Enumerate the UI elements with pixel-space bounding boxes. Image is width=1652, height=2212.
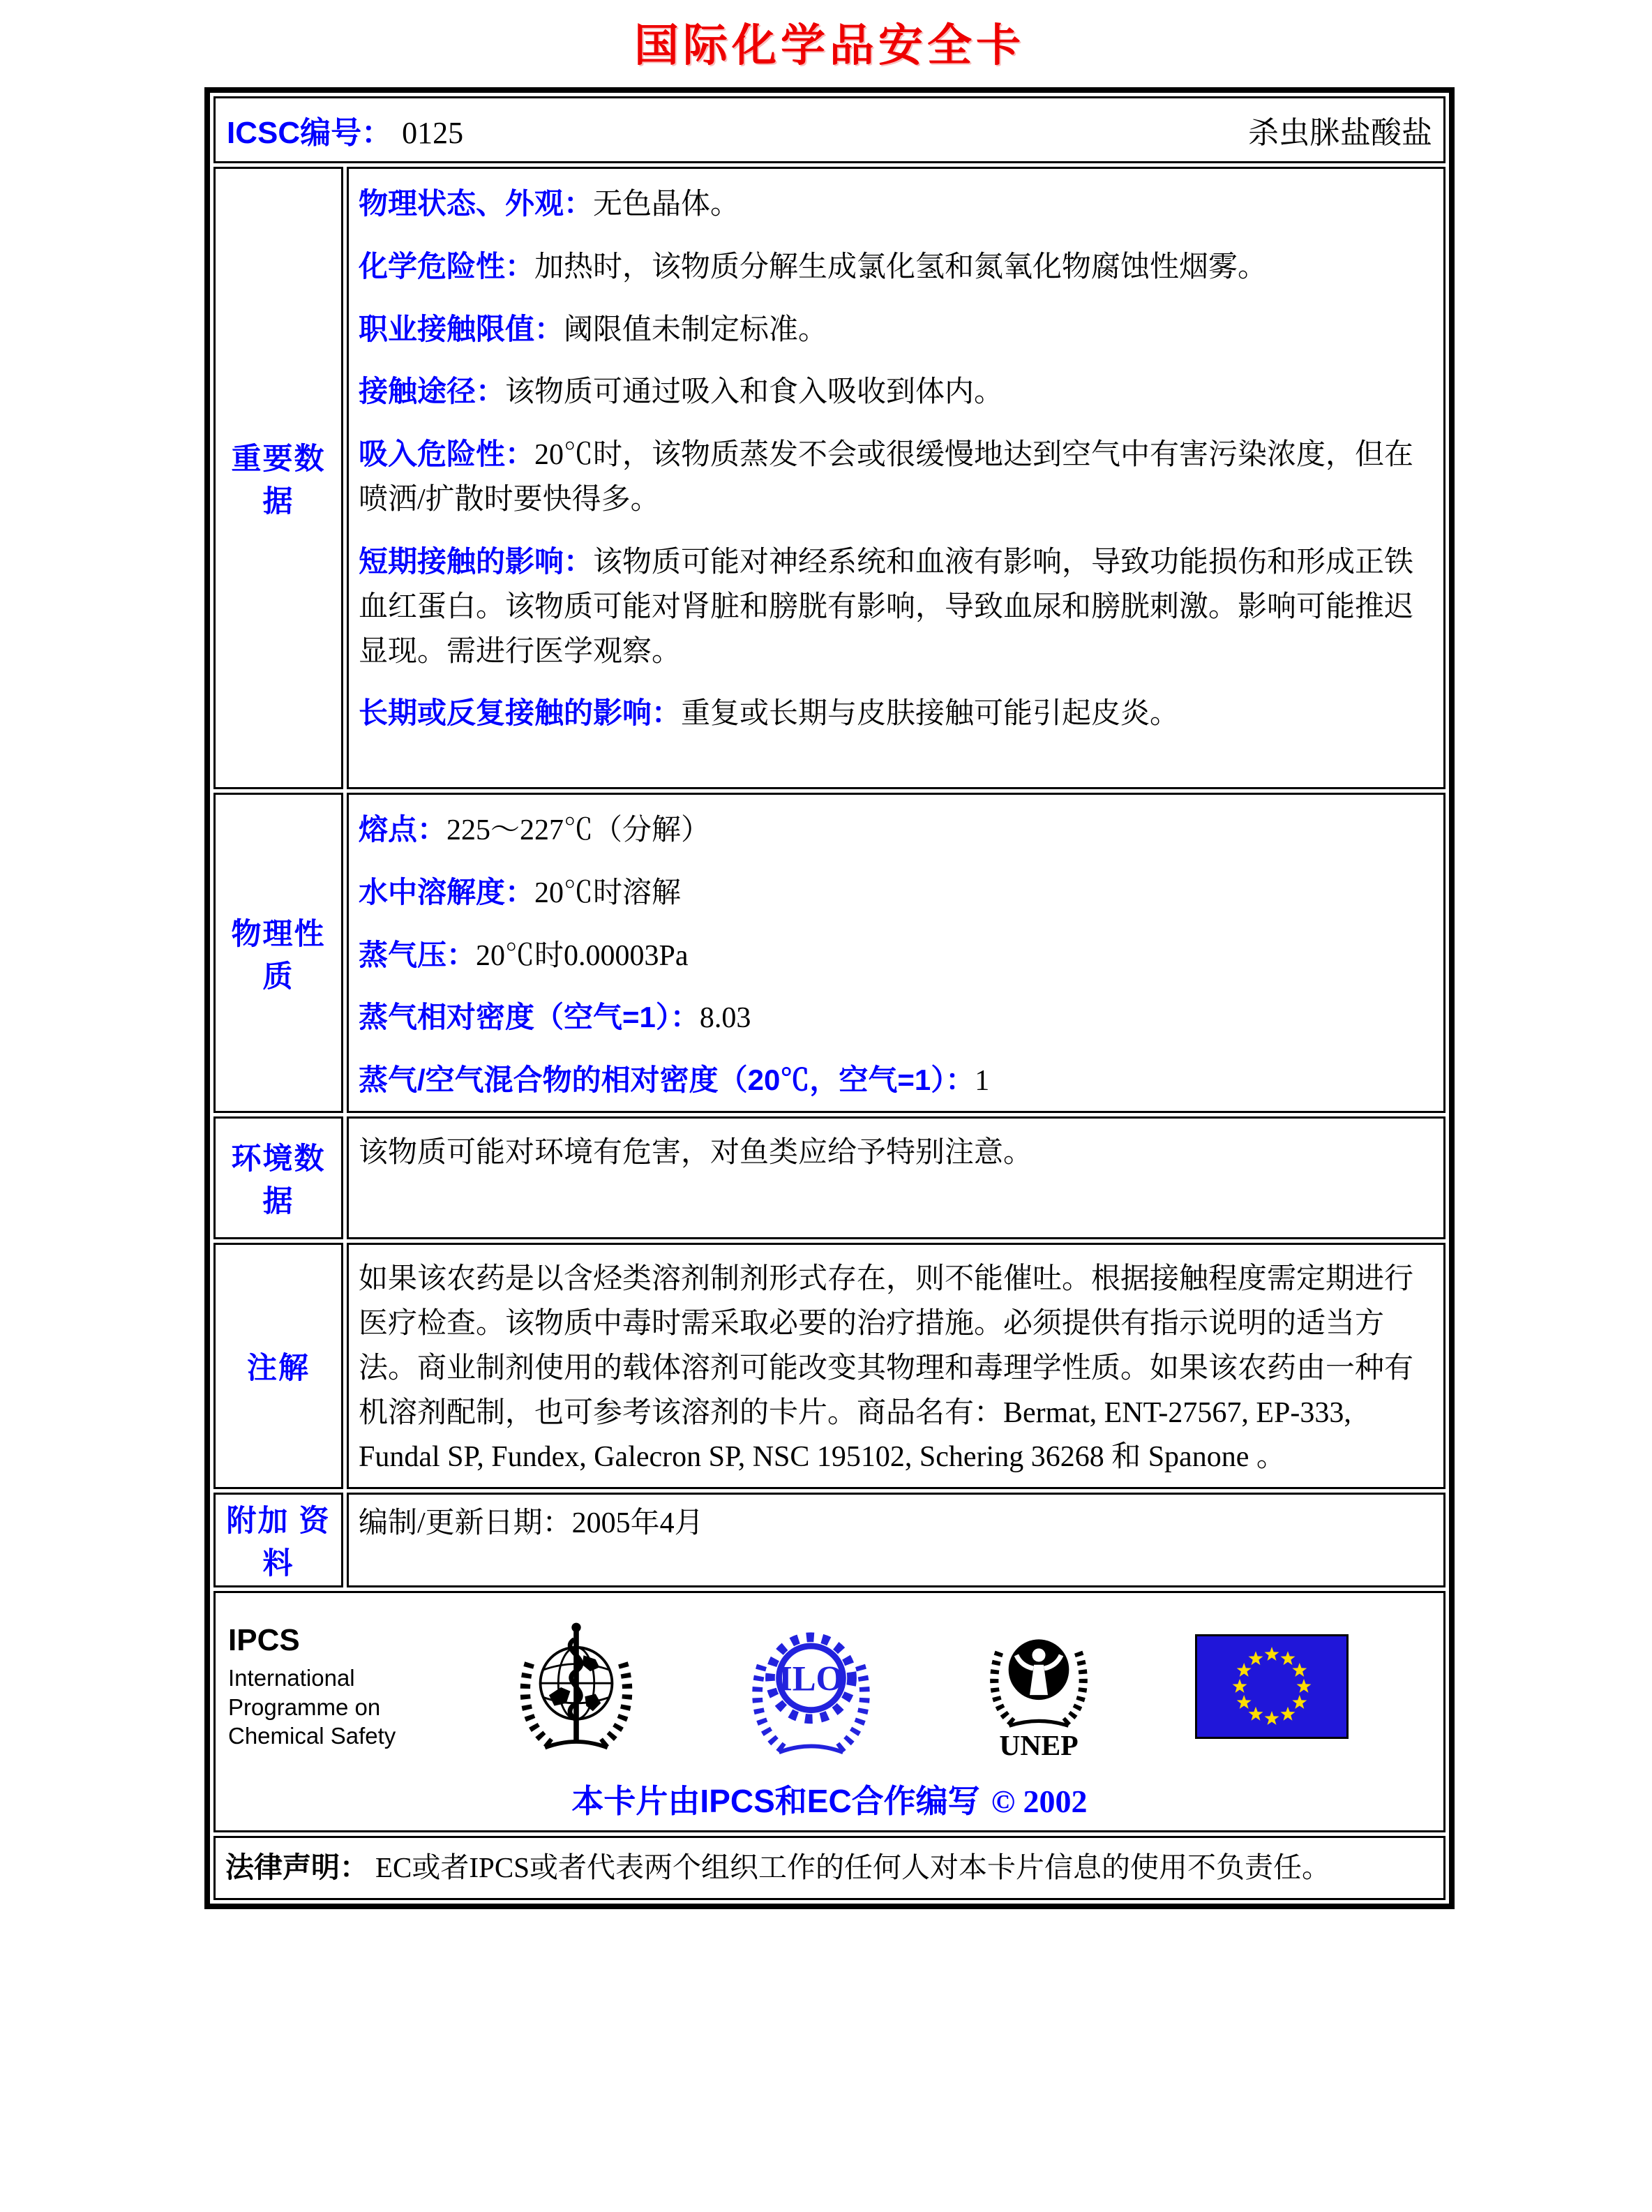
data-item: [359, 1257, 1434, 1480]
section-content-physical-properties: [347, 793, 1446, 1113]
item-text: 如果该农药是以含烃类溶剂制剂形式存在，则不能催吐。根据接触程度需定期进行医疗检查。该物质中毒时需采取必要的治疗措施。必须提供有指示说明的适当方法。商业制剂使用的载体溶剂可能改变其物理和毒理学性质。如果该农药由一种有机溶剂配制，也可参考该溶剂的卡片。商品名有：Bermat, ENT-27567, EP-333, Fundal SP, Fundex, Galecron SP, NSC 195102, Schering 36268 和 Spanone 。: [359, 1263, 1414, 1474]
section-content-environmental-data: [347, 1116, 1446, 1239]
item-text: 阈限值未制定标准。: [564, 313, 828, 346]
ipcs-line: Programme on: [228, 1694, 381, 1720]
copyright-text: © 2002: [991, 1784, 1088, 1820]
data-item: [359, 807, 1434, 853]
item-text: 1: [975, 1065, 990, 1098]
item-text: 加热时，该物质分解生成氯化氢和氮氧化物腐蚀性烟雾。: [534, 251, 1268, 283]
item-label: 职业接触限值：: [359, 312, 564, 345]
header-row: [213, 96, 1446, 163]
ipcs-acronym: IPCS: [228, 1623, 300, 1658]
chemical-name: 杀虫脒盐酸盐: [1248, 116, 1432, 150]
legal-text: EC或者IPCS或者代表两个组织工作的任何人对本卡片信息的使用不负责任。: [375, 1851, 1330, 1884]
item-label: 蒸气/空气混合物的相对密度（20℃，空气=1）：: [359, 1063, 975, 1097]
data-item: [359, 369, 1434, 415]
section-label-environmental-data: [213, 1116, 343, 1239]
item-text: 20℃时溶解: [534, 876, 682, 909]
data-item: [359, 307, 1434, 353]
section-content-important-data: [347, 167, 1446, 789]
item-text: 8.03: [699, 1002, 751, 1035]
item-label: 接触途径：: [359, 375, 506, 408]
who-logo-icon: [506, 1617, 646, 1756]
ipcs-text-block: [228, 1623, 414, 1750]
unep-letters: UNEP: [999, 1729, 1079, 1762]
data-item: [359, 691, 1434, 737]
section-label-text: 注解: [247, 1352, 310, 1386]
icsc-number-value: 0125: [402, 116, 464, 150]
data-item: [359, 870, 1434, 916]
page-title: 国际化学品安全卡: [634, 20, 1025, 70]
unep-logo-icon: [975, 1606, 1102, 1768]
section-label-text: 附加 资料: [226, 1504, 331, 1581]
item-text: 该物质可能对环境有危害，对鱼类应给予特别注意。: [359, 1137, 1033, 1169]
item-label: 熔点：: [359, 813, 447, 846]
section-label-important-data: [213, 167, 343, 789]
icsc-card: [204, 87, 1455, 1909]
section-label-notes: [213, 1243, 343, 1489]
item-label: 长期或反复接触的影响：: [359, 696, 682, 730]
credit-text: 本卡片由IPCS和EC合作编写: [571, 1783, 980, 1820]
legal-label: 法律声明：: [225, 1851, 368, 1884]
data-item: [359, 244, 1434, 290]
item-text: 20℃时0.00003Pa: [476, 939, 689, 972]
icsc-number-label: ICSC编号：: [227, 116, 393, 150]
data-item: [359, 933, 1434, 979]
footer-organisations: [213, 1591, 1446, 1832]
section-label-text: 物理性质: [231, 917, 326, 994]
credit-line: [216, 1776, 1443, 1822]
section-label-text: 重要数据: [231, 442, 326, 518]
item-text: 无色晶体。: [593, 188, 740, 221]
item-label: 化学危险性：: [359, 249, 535, 283]
data-item: [359, 1058, 1434, 1104]
logo-row: [216, 1603, 1443, 1768]
eu-flag-icon: [1195, 1634, 1349, 1739]
section-label-additional-info: [213, 1493, 343, 1587]
item-label: 短期接触的影响：: [359, 544, 594, 578]
ipcs-line: International: [228, 1665, 355, 1691]
ipcs-line: Chemical Safety: [228, 1722, 396, 1749]
item-text: 20℃时，该物质蒸发不会或很缓慢地达到空气中有害污染浓度，但在喷洒/扩散时要快得多。: [359, 439, 1414, 516]
icsc-number-group: [227, 107, 463, 152]
section-label-text: 环境数据: [231, 1142, 326, 1219]
item-text: 编制/更新日期：2005年4月: [359, 1507, 704, 1540]
data-item: [359, 539, 1434, 674]
legal-disclaimer-row: [213, 1836, 1446, 1899]
data-item: [359, 1502, 1434, 1546]
item-label: 物理状态、外观：: [359, 187, 594, 220]
section-content-additional-info: [347, 1493, 1446, 1587]
item-text: 该物质可通过吸入和食入吸收到体内。: [505, 376, 1004, 409]
item-text: 该物质可能对神经系统和血液有影响，导致功能损伤和形成正铁血红蛋白。该物质可能对肾脏和膀胱有影响，导致血尿和膀胱刺激。影响可能推迟显现。需进行医学观察。: [359, 546, 1414, 668]
data-item: [359, 995, 1434, 1041]
data-item: [359, 181, 1434, 227]
item-text: 重复或长期与皮肤接触可能引起皮炎。: [681, 698, 1180, 731]
item-label: 蒸气压：: [359, 938, 476, 971]
item-label: 吸入危险性：: [359, 438, 535, 471]
item-text: 225～227℃（分解）: [446, 814, 711, 846]
section-label-physical-properties: [213, 793, 343, 1113]
ilo-letters: ILO: [778, 1659, 843, 1698]
section-content-notes: [347, 1243, 1446, 1489]
item-label: 蒸气相对密度（空气=1）：: [359, 1001, 700, 1034]
item-label: 水中溶解度：: [359, 875, 535, 909]
data-item: [359, 1131, 1434, 1176]
ilo-logo-icon: [739, 1615, 883, 1758]
data-item: [359, 432, 1434, 523]
